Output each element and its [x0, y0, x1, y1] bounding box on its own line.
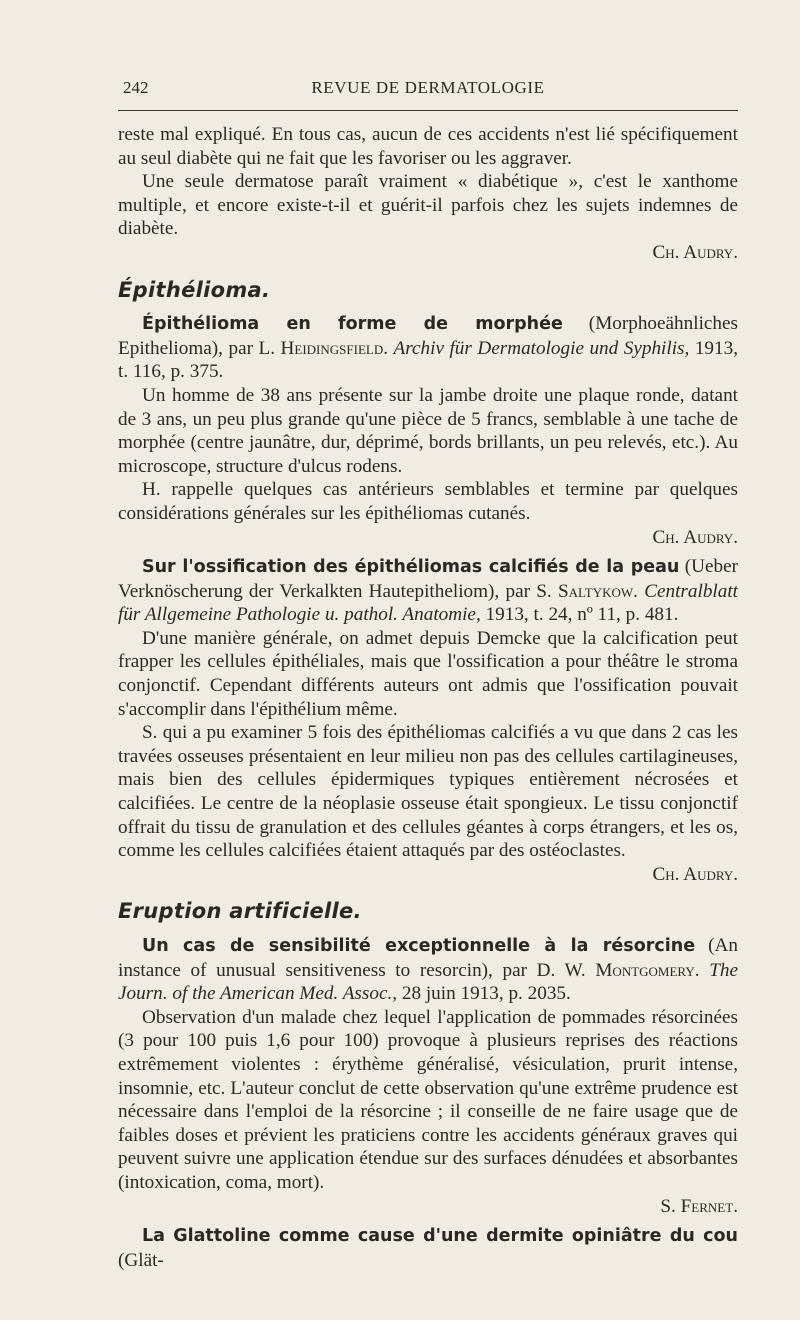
- article-paragraph: D'une manière générale, on admet depuis Demcke que la calcification peut frapper les cellules épithéliales, mais que l'ossification a pour théâtre le stroma conjonctif. Cependant différents auteurs ont admis que l'ossification pouvait s'accomplir dans l'épithélium même.: [118, 627, 738, 720]
- article-ossification: [118, 555, 738, 886]
- author-name: Saltykow: [557, 580, 634, 602]
- reference-text: .: [694, 959, 710, 981]
- journal-name: Centralblatt für Allgemeine Pathologie u. pathol. Anatomie,: [118, 580, 738, 626]
- journal-title: REVUE DE DERMATOLOGIE: [311, 78, 545, 97]
- intro-paragraph: Une seule dermatose paraît vraiment « diabétique », c'est le xanthome multiple, et encore existe-t-il et guérit-il parfois chez les sujets indemnes de diabète.: [118, 171, 738, 240]
- reference-text: 1913, t. 116, p. 375.: [118, 337, 739, 383]
- author-name: Heidingsfield: [280, 337, 384, 359]
- reference-text: (An instance of unusual sensitiveness to resorcin), par D. W.: [118, 935, 739, 981]
- article-reference: [118, 312, 738, 384]
- journal-name: Archiv für Dermatologie und Syphilis,: [393, 337, 690, 359]
- page-number: 242: [123, 78, 149, 97]
- article-title: La Glattoline comme cause d'une dermite opiniâtre du cou: [142, 1226, 738, 1247]
- article-title: Épithélioma en forme de morphée: [142, 314, 563, 335]
- section-heading-epithelioma: Épithélioma.: [118, 277, 271, 302]
- reference-text: 1913, t. 24, nº 11, p. 481.: [480, 604, 679, 626]
- running-header: [118, 72, 738, 102]
- article-resorcine: [118, 934, 738, 1218]
- reference-text: (Morphoeähnliches Epithelioma), par L.: [118, 313, 738, 359]
- article-title: Sur l'ossification des épithéliomas calcifiés de la peau: [142, 557, 680, 578]
- review-signature: Ch. Audry.: [652, 526, 738, 548]
- article-paragraph: Un homme de 38 ans présente sur la jambe droite une plaque ronde, datant de 3 ans, un peu plus grande qu'une pièce de 5 francs, semblable à une tache de morphée (centre jaunâtre, dur, déprimé, bords brillants, un peu relevés, etc.). Au microscope, structure d'ulcus rodens.: [118, 384, 738, 477]
- article-glattoline: [118, 1224, 738, 1272]
- article-reference: [118, 1224, 738, 1272]
- review-signature: Ch. Audry.: [652, 863, 738, 885]
- review-signature: Ch. Audry.: [652, 241, 738, 263]
- journal-page: [118, 72, 738, 1272]
- author-name: Montgomery: [595, 959, 695, 981]
- section-heading-eruption: Eruption artificielle.: [118, 899, 362, 924]
- header-rule: [118, 110, 738, 111]
- article-reference: [118, 555, 738, 627]
- intro-paragraph: reste mal expliqué. En tous cas, aucun de ces accidents n'est lié spécifiquement au seul diabète qui ne fait que les favoriser ou les aggraver.: [118, 124, 738, 169]
- reference-text: 28 juin 1913, p. 2035.: [397, 983, 571, 1005]
- reference-text: (Ueber Verknöscherung der Verkalkten Hautepitheliom), par S.: [118, 556, 739, 602]
- article-paragraph: S. qui a pu examiner 5 fois des épithéliomas calcifiés a vu que dans 2 cas les travées osseuses présentaient en leur milieu non pas des cellules cartilagineuses, mais bien des cellules épidermiques typiques entièrement nécrosées et calcifiées. Le centre de la néoplasie osseuse était spongieux. Le tissu conjonctif offrait du tissu de granulation et des cellules géantes à corps étrangers, et les os, comme les cellules calcifiées étaient attaqués par des ostéoclastes.: [118, 722, 738, 862]
- article-paragraph: H. rappelle quelques cas antérieurs semblables et termine par quelques considérations générales sur les épithéliomas cutanés.: [118, 479, 738, 524]
- review-signature: S. Fernet.: [660, 1195, 738, 1217]
- article-morphee: [118, 312, 738, 549]
- journal-name: The Journ. of the American Med. Assoc.,: [118, 959, 739, 1005]
- reference-text: .: [633, 580, 645, 602]
- reference-text: .: [383, 337, 394, 359]
- reference-text: (Glät-: [118, 1249, 164, 1271]
- article-title: Un cas de sensibilité exceptionnelle à la résorcine: [142, 936, 696, 956]
- article-paragraph: Observation d'un malade chez lequel l'application de pommades résorcinées (3 pour 100 puis 1,6 pour 100) provoque à plusieurs reprises des réactions extrêmement violentes : érythème généralisé, vésiculation, prurit intense, insomnie, etc. L'auteur conclut de cette observation qu'une extrême prudence est nécessaire dans l'emploi de la résorcine ; il conseille de ne faire usage que de faibles doses et prévient les praticiens contre les accidents généraux graves qui peuvent suivre une application étendue sur des surfaces dénudées et absorbantes (intoxication, coma, mort).: [118, 1006, 738, 1193]
- article-reference: [118, 934, 738, 1006]
